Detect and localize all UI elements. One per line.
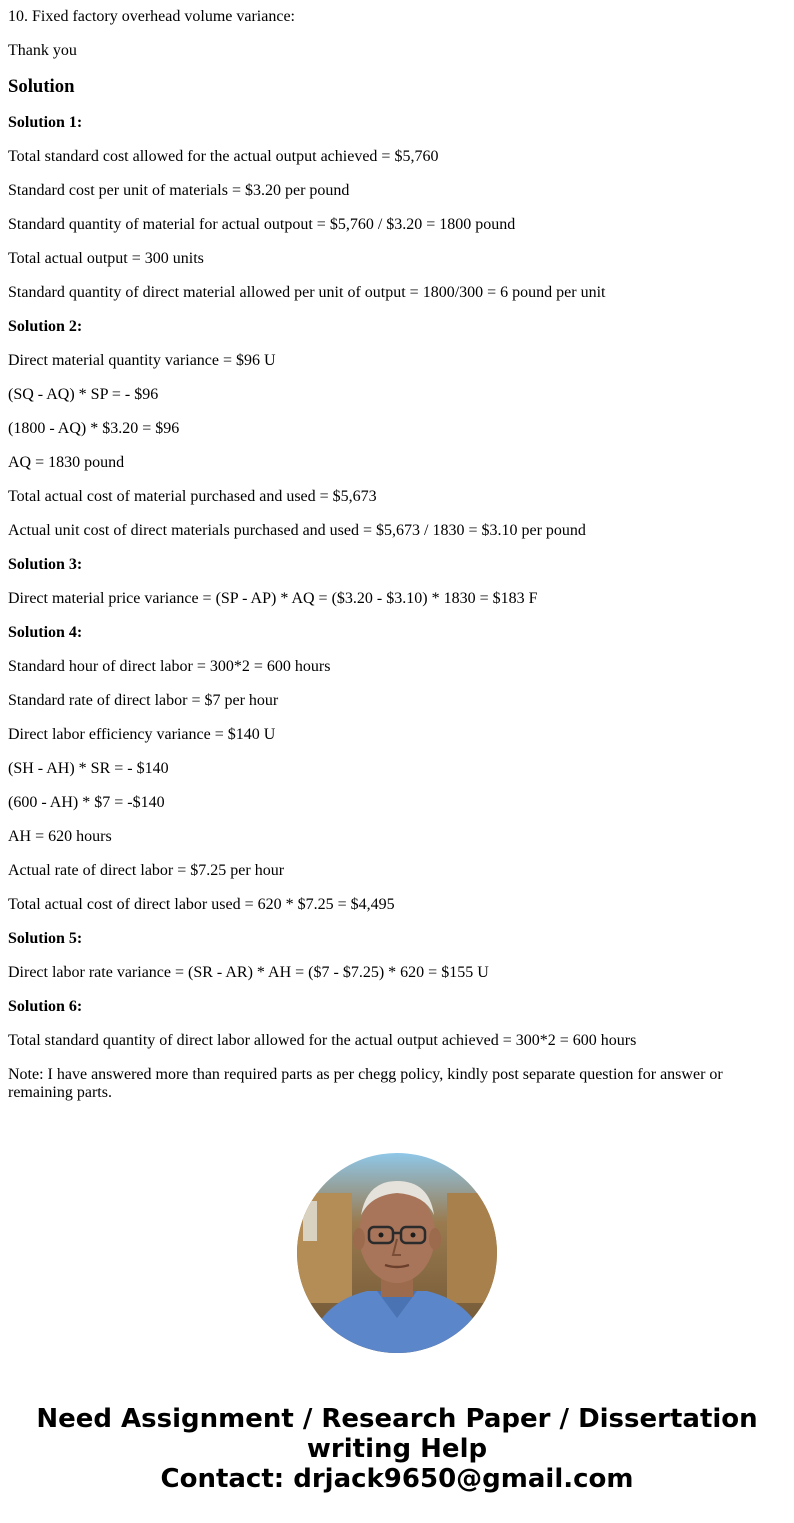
solution-1-line: Total actual output = 300 units — [8, 250, 204, 267]
solution-2-line: AQ = 1830 pound — [8, 454, 125, 471]
solution-4-line: Standard rate of direct labor = $7 per hour — [8, 692, 279, 709]
banner-line-1: Need Assignment / Research Paper / Dissertation — [36, 1404, 758, 1434]
solution-6-line: Total standard quantity of direct labor allowed for the actual output achieved = 300*2 = 600 hours — [8, 1032, 637, 1049]
question-line: 10. Fixed factory overhead volume variance: — [8, 8, 295, 25]
solution-2-line: (1800 - AQ) * $3.20 = $96 — [8, 420, 180, 437]
solution-2-title: Solution 2: — [8, 318, 83, 335]
solution-2-line: Total actual cost of material purchased and used = $5,673 — [8, 488, 377, 505]
solution-6-title: Solution 6: — [8, 998, 83, 1015]
solution-2-line: (SQ - AQ) * SP = - $96 — [8, 386, 159, 403]
banner-line-2: writing Help — [306, 1434, 488, 1464]
solution-4-line: Actual rate of direct labor = $7.25 per hour — [8, 862, 285, 879]
solution-4-line: (SH - AH) * SR = - $140 — [8, 760, 169, 777]
solution-4-line: Standard hour of direct labor = 300*2 = 600 hours — [8, 658, 331, 675]
solution-4-line: Total actual cost of direct labor used = 620 * $7.25 = $4,495 — [8, 896, 395, 913]
document-body — [8, 8, 786, 1118]
author-avatar — [297, 1153, 497, 1353]
solution-1-title: Solution 1: — [8, 114, 83, 131]
note-text: Note: I have answered more than required parts as per chegg policy, kindly post separate question for answer or remaining parts. — [8, 1066, 723, 1101]
solution-3-line: Direct material price variance = (SP - AP) * AQ = ($3.20 - $3.10) * 1830 = $183 F — [8, 590, 538, 607]
contact-banner — [0, 1404, 794, 1494]
solution-heading: Solution — [8, 76, 75, 97]
solution-5-title: Solution 5: — [8, 930, 83, 947]
solution-4-title: Solution 4: — [8, 624, 83, 641]
solution-1-line: Standard quantity of direct material allowed per unit of output = 1800/300 = 6 pound per unit — [8, 284, 606, 301]
solution-4-line: Direct labor efficiency variance = $140 U — [8, 726, 276, 743]
solution-1-line: Standard cost per unit of materials = $3.20 per pound — [8, 182, 350, 199]
solution-4-line: (600 - AH) * $7 = -$140 — [8, 794, 165, 811]
solution-2-line: Direct material quantity variance = $96 U — [8, 352, 276, 369]
solution-5-line: Direct labor rate variance = (SR - AR) * AH = ($7 - $7.25) * 620 = $155 U — [8, 964, 489, 981]
avatar-portrait-icon — [297, 1153, 497, 1353]
solution-1-line: Standard quantity of material for actual outpout = $5,760 / $3.20 = 1800 pound — [8, 216, 516, 233]
solution-4-line: AH = 620 hours — [8, 828, 112, 845]
solution-2-line: Actual unit cost of direct materials purchased and used = $5,673 / 1830 = $3.10 per pound — [8, 522, 586, 539]
solution-3-title: Solution 3: — [8, 556, 83, 573]
thanks-line: Thank you — [8, 42, 77, 59]
banner-contact-email: Contact: drjack9650@gmail.com — [160, 1464, 634, 1494]
solution-1-line: Total standard cost allowed for the actual output achieved = $5,760 — [8, 148, 439, 165]
